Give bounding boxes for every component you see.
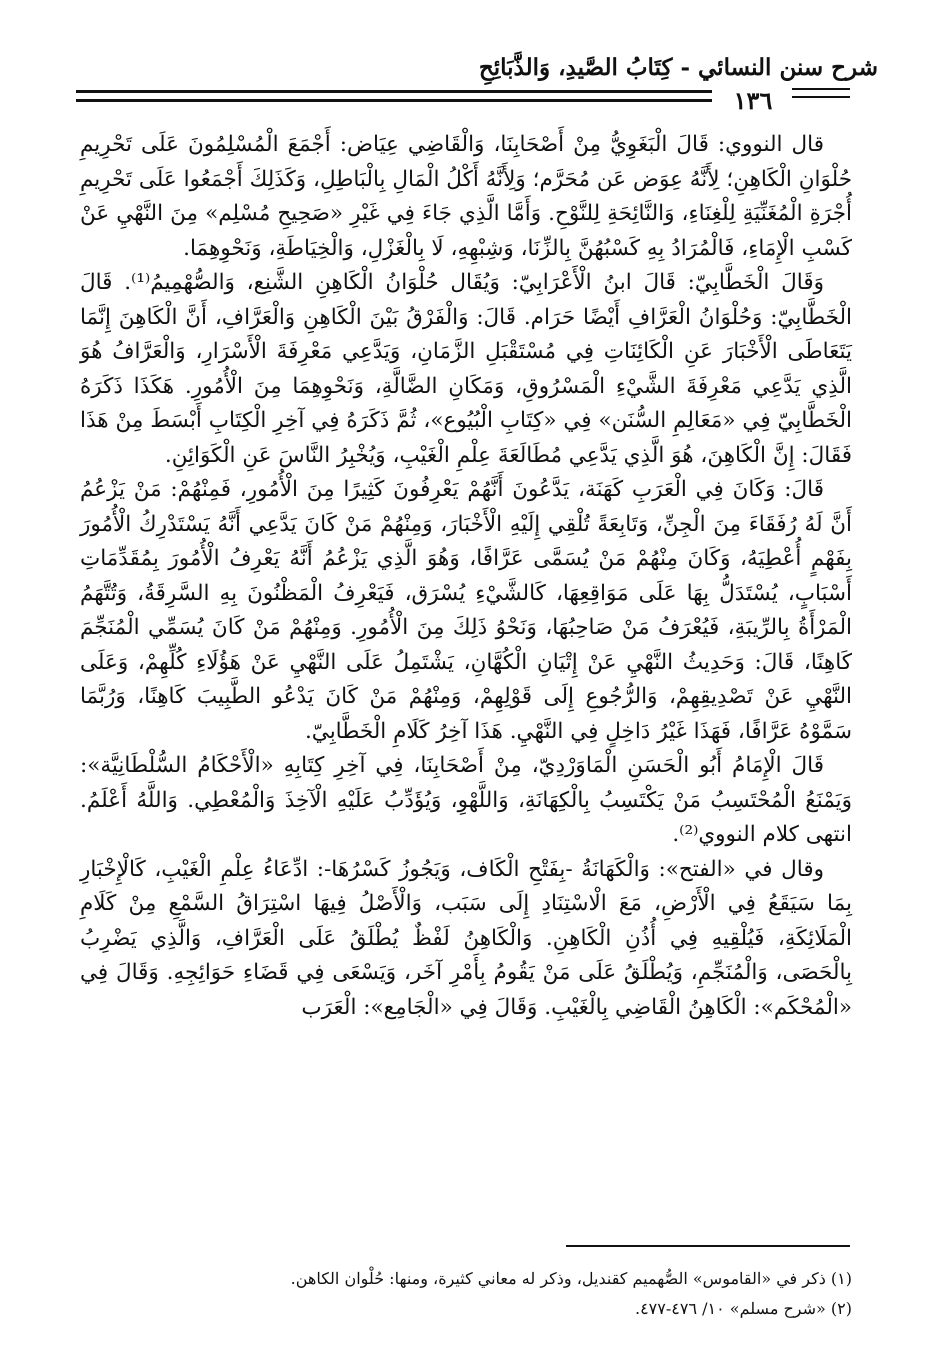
header-rule-long xyxy=(76,90,712,102)
header-rule-short xyxy=(792,88,850,98)
paragraph-kahana-arabs: قَالَ: وَكَانَ فِي الْعَرَبِ كَهَنَة، يَدَّعُونَ أَنَّهُمْ يَعْرِفُونَ كَثِيرًا مِنَ الْأُمُورِ، فَمِنْهُمْ: مَنْ يَزْعُمُ أَنَّ لَهُ رُفَقَاءَ مِنَ الْجِنِّ، وَتَابِعَةً تُلْقِي إِلَيْهِ الْأَخْبَارَ، وَمِنْهُمْ مَنْ كَانَ يَدَّعِي أَنَّهُ يَسْتَدْرِكُ الْأُمُورَ بِفَهْمٍ أُعْطِيَهُ، وَكَانَ مِنْهُمْ مَنْ يُسَمَّى عَرَّافًا، وَهُوَ الَّذِي يَزْعُمُ أَنَّهُ يَعْرِفُ الْأُمُورَ بِمُقَدِّمَاتِ أَسْبَابٍ، يُسْتَدَلُّ بِهَا عَلَى مَوَاقِعِهَا، كَالشَّيْءِ يُسْرَق، فَيَعْرِفُ الْمَظْنُونَ بِهِ السَّرِقَةُ، وَتُتَّهَمُ الْمَرْأَةُ بِالرِّيبَةِ، فَيُعْرَفُ مَنْ صَاحِبُهَا، وَنَحْوُ ذَلِكَ مِنَ الْأُمُورِ. وَمِنْهُمْ مَنْ كَانَ يُسَمِّي الْمُنَجِّمَ كَاهِنًا، قَالَ: وَحَدِيثُ النَّهْيِ عَنْ إِتْيَانِ الْكُهَّانِ، يَشْتَمِلُ عَلَى النَّهْيِ عَنْ هَؤُلَاءِ كُلِّهِمْ، وَعَلَى النَّهْيِ عَنْ تَصْدِيقِهِمْ، وَالرُّجُوعِ إِلَى قَوْلِهِمْ، وَمِنْهُمْ مَنْ كَانَ يَدْعُو الطَّبِيبَ كَاهِنًا، وَرُبَّمَا سَمَّوْهُ عَرَّافًا، فَهَذَا غَيْرُ دَاخِلٍ فِي النَّهْيِ. هَذَا آخِرُ كَلَامِ الْخَطَّابِيّ. xyxy=(80,477,852,744)
running-header-title: شرح سنن النسائي - كِتَابُ الصَّيدِ، وَالذَّبَائِحِ xyxy=(478,54,878,81)
paragraph-nawawi: قال النووي: قَالَ الْبَغَوِيُّ مِنْ أَصْحَابِنَا، وَالْقَاضِي عِيَاض: أَجْمَعَ الْمُسْلِمُونَ عَلَى تَحْرِيمِ حُلْوَانِ الْكَاهِنِ؛ لِأَنَّهُ عِوَض عَن مُحَرَّم؛ وَلِأَنَّهُ أَكْلُ الْمَالِ بِالْبَاطِلِ، وَكَذَلِكَ أَجْمَعُوا عَلَى تَحْرِيمِ أُجْرَةِ الْمُغَنِّيَةِ لِلْغِنَاءِ، وَالنَّائِحَةِ لِلنَّوْحِ. وَأَمَّا الَّذِي جَاءَ فِي غَيْرِ «صَحِيحِ مُسْلِم» مِنَ النَّهْيِ عَنْ كَسْبِ الْإِمَاءِ، فَالْمُرَادُ بِهِ كَسْبُهُنَّ بِالزِّنَا، وَشِبْهِهِ، لَا بِالْغَزْلِ، وَالْخِيَاطَةِ، وَنَحْوِهِمَا. xyxy=(80,132,852,261)
page-number: ١٣٦ xyxy=(733,86,773,115)
paragraph-khattabi: وَقَالَ الْخَطَّابِيّ: قَالَ ابنُ الْأَعْرَابِيّ: وَيُقَال حُلْوَانُ الْكَاهِنِ الشَّنِع، وَالصُّهْمِيمُ⁽¹⁾. قَالَ الْخَطَّابِيّ: وَحُلْوَانُ الْعَرَّافِ أَيْضًا حَرَام. قَالَ: وَالْفَرْقُ بَيْنَ الْكَاهِنِ وَالْعَرَّافِ، أَنَّ الْكَاهِنَ إِنَّمَا يَتَعَاطَى الْأَخْبَارَ عَنِ الْكَائِنَاتِ فِي مُسْتَقْبَلِ الزَّمَانِ، وَيَدَّعِي مَعْرِفَةَ الْأَسْرَارِ، وَالْعَرَّافُ هُوَ الَّذِي يَدَّعِي مَعْرِفَةَ الشَّيْءِ الْمَسْرُوقِ، وَمَكَانِ الضَّالَّةِ، وَنَحْوِهِمَا مِنَ الْأُمُورِ. هَكَذَا ذَكَرَهُ الْخَطَّابِيّ فِي «مَعَالِمِ السُّنَن» فِي «كِتَابِ الْبُيُوع»، ثُمَّ ذَكَرَهُ فِي آخِرِ الْكِتَابِ أَبْسَطَ مِنْ هَذَا فَقَالَ: إِنَّ الْكَاهِنَ، هُوَ الَّذِي يَدَّعِي مُطَالَعَةَ عِلْمِ الْغَيْبِ، وَيُخْبِرُ النَّاسَ عَنِ الْكَوَائِنِ. xyxy=(80,270,852,468)
paragraph-fath: وقال في «الفتح»: وَالْكَهَانَةُ -بِفَتْحِ الْكَاف، وَيَجُوزُ كَسْرُهَا-: ادِّعَاءُ عِلْمِ الْغَيْبِ، كَالْإِخْبَارِ بِمَا سَيَقَعُ فِي الْأَرْضِ، مَعَ الْاسْتِنَادِ إِلَى سَبَب، وَالْأَصْلُ فِيهَا اسْتِرَاقُ السَّمْعِ مِنْ كَلَامِ الْمَلَائِكَةِ، فَيُلْقِيهِ فِي أُذُنِ الْكَاهِنِ. وَالْكَاهِنُ لَفْظٌ يُطْلَقُ عَلَى الْعَرَّافِ، وَالَّذِي يَضْرِبُ بِالْحَصَى، وَالْمُنَجِّمِ، وَيُطْلَقُ عَلَى مَنْ يَقُومُ بِأَمْرِ آخَر، وَيَسْعَى فِي قَضَاءِ حَوَائِجِهِ. وَقَالَ فِي «الْمُحْكَم»: الْكَاهِنُ الْقَاضِي بِالْغَيْبِ. وَقَالَ فِي «الْجَامِع»: الْعَرَب xyxy=(80,856,852,1020)
footnote-separator xyxy=(566,1245,850,1247)
footnotes xyxy=(80,1264,852,1324)
footnote-2: (٢) «شرح مسلم» ١٠/ ٤٧٦-٤٧٧. xyxy=(634,1299,852,1318)
paragraph-mawardi: قَالَ الْإِمَامُ أَبُو الْحَسَنِ الْمَاوَرْدِيّ، مِنْ أَصْحَابِنَا، فِي آخِرِ كِتَابِهِ «الْأَحْكَامُ السُّلْطَانِيَّة»: وَيَمْنَعُ الْمُحْتَسِبُ مَنْ يَكْتَسِبُ بِالْكِهَانَةِ، وَاللَّهْوِ، وَيُؤَدِّبُ عَلَيْهِ الْآخِذَ وَالْمُعْطِي. وَاللَّهُ أَعْلَمُ. انتهى كلام النووي⁽²⁾. xyxy=(80,753,852,847)
footnote-1: (١) ذكر في «القاموس» الصُّهميم كقنديل، وذكر له معاني كثيرة، ومنها: حُلْوان الكاهن. xyxy=(290,1269,852,1288)
main-text xyxy=(80,128,852,1025)
